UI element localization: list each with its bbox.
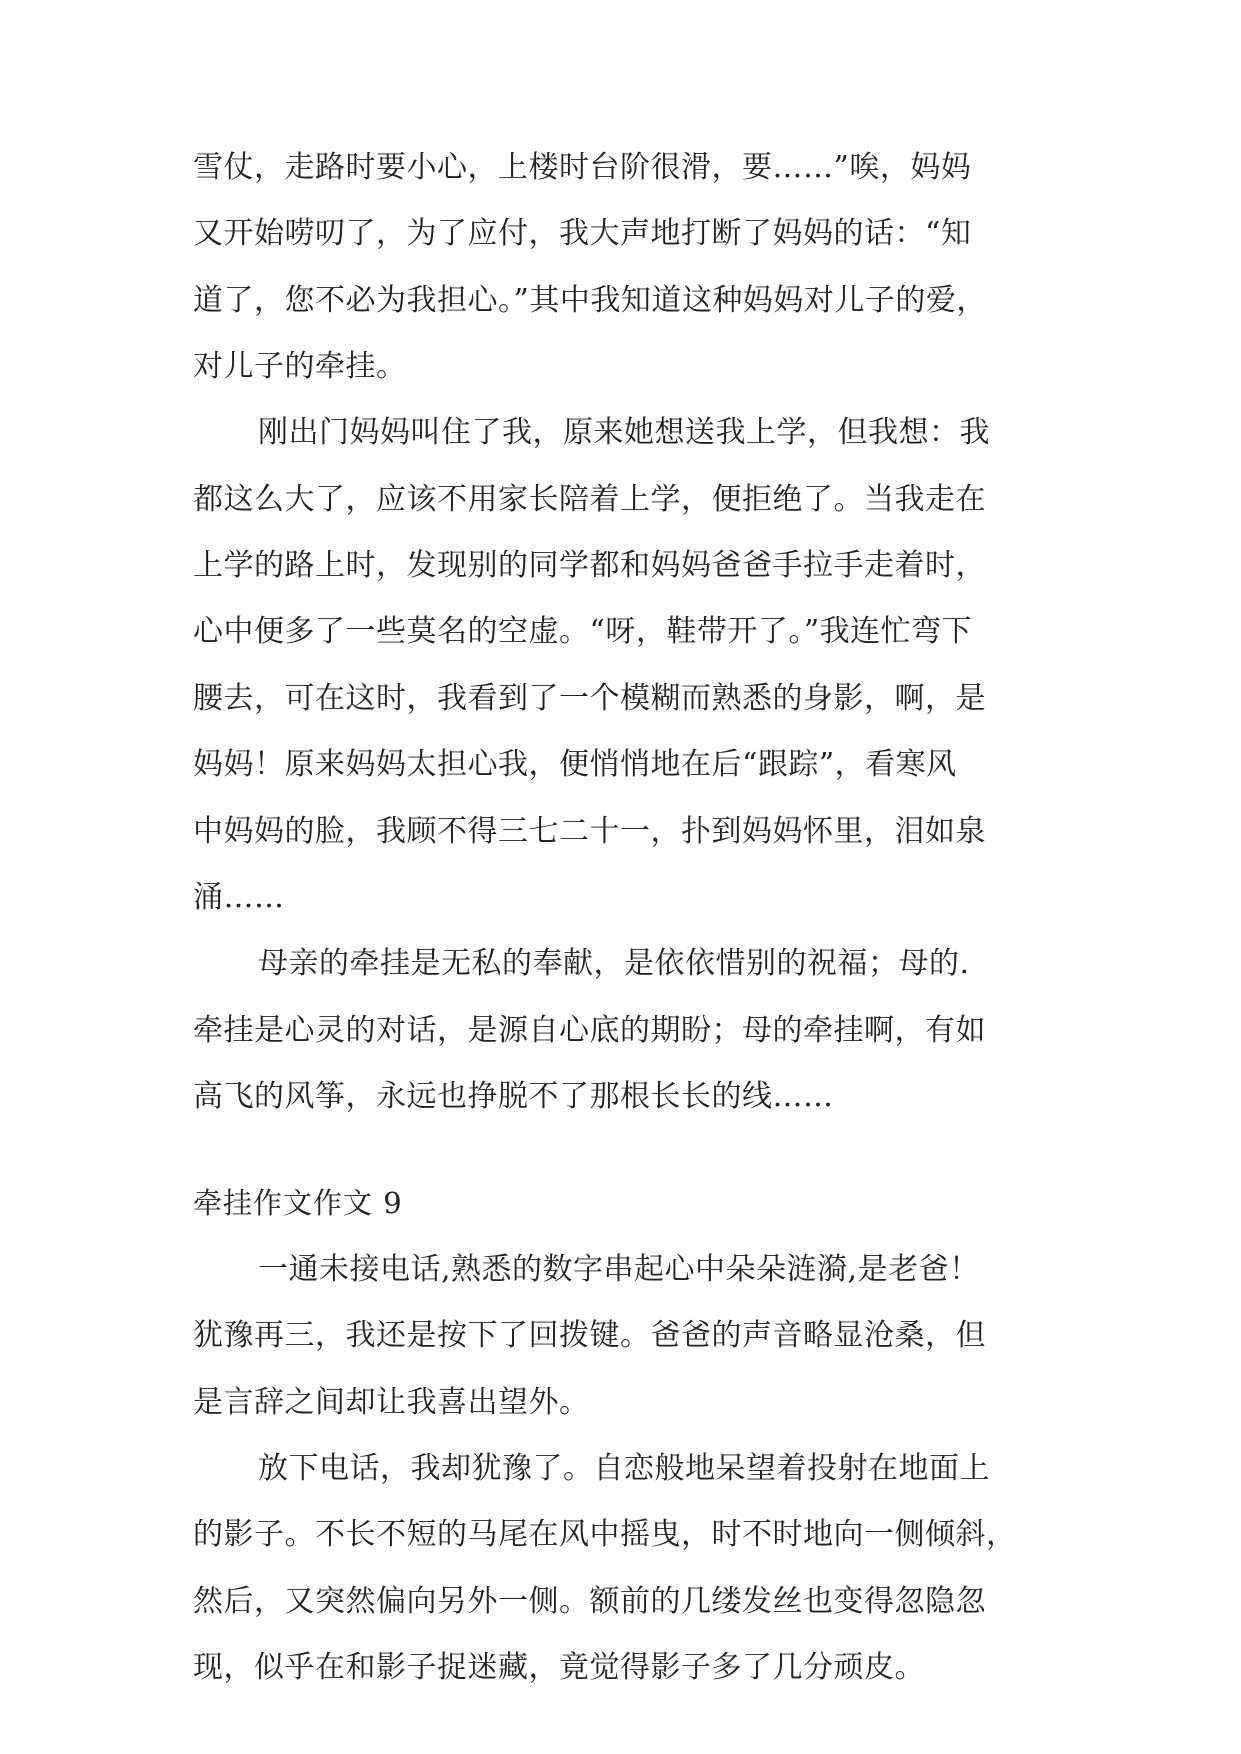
text-line: 腰去，可在这时，我看到了一个模糊而熟悉的身影，啊，是 — [193, 681, 986, 716]
text-line: 母亲的牵挂是无私的奉献，是依依惜别的祝福；母的. — [258, 946, 970, 981]
text-line: 现，似乎在和影子捉迷藏，竟觉得影子多了几分顽皮。 — [193, 1650, 925, 1685]
text-line: 刚出门妈妈叫住了我，原来她想送我上学，但我想：我 — [258, 415, 990, 450]
text-line: 雪仗，走路时要小心，上楼时台阶很滑，要……”唉，妈妈 — [193, 150, 972, 185]
text-line: 对儿子的牵挂。 — [193, 349, 407, 384]
text-line: 涌…… — [193, 880, 285, 915]
text-line: 的影子。不长不短的马尾在风中摇曳，时不时地向一侧倾斜， — [193, 1517, 1017, 1552]
text-line: 犹豫再三，我还是按下了回拨键。爸爸的声音略显沧桑，但 — [193, 1318, 986, 1353]
text-line: 妈妈！原来妈妈太担心我，便悄悄地在后“跟踪”，看寒风 — [193, 747, 957, 782]
text-line: 上学的路上时，发现别的同学都和妈妈爸爸手拉手走着时， — [193, 548, 986, 583]
text-line: 中妈妈的脸，我顾不得三七二十一，扑到妈妈怀里，泪如泉 — [193, 814, 986, 849]
text-line: 又开始唠叨了，为了应付，我大声地打断了妈妈的话：“知 — [193, 216, 972, 251]
text-line: 牵挂是心灵的对话，是源自心底的期盼；母的牵挂啊，有如 — [193, 1013, 986, 1048]
text-line: 放下电话，我却犹豫了。自恋般地呆望着投射在地面上 — [258, 1451, 990, 1486]
text-line: 一通未接电话,熟悉的数字串起心中朵朵涟漪,是老爸！ — [258, 1252, 980, 1287]
text-line: 高飞的风筝，永远也挣脱不了那根长长的线…… — [193, 1079, 834, 1114]
text-line: 然后，又突然偏向另外一侧。额前的几缕发丝也变得忽隐忽 — [193, 1584, 986, 1619]
section-heading: 牵挂作文作文 9 — [193, 1186, 403, 1220]
text-line: 心中便多了一些莫名的空虚。“呀，鞋带开了。”我连忙弯下 — [193, 614, 973, 649]
text-line: 是言辞之间却让我喜出望外。 — [193, 1385, 590, 1420]
text-line: 都这么大了，应该不用家长陪着上学，便拒绝了。当我走在 — [193, 482, 986, 517]
text-line: 道了，您不必为我担心。”其中我知道这种妈妈对儿子的爱， — [193, 283, 987, 318]
